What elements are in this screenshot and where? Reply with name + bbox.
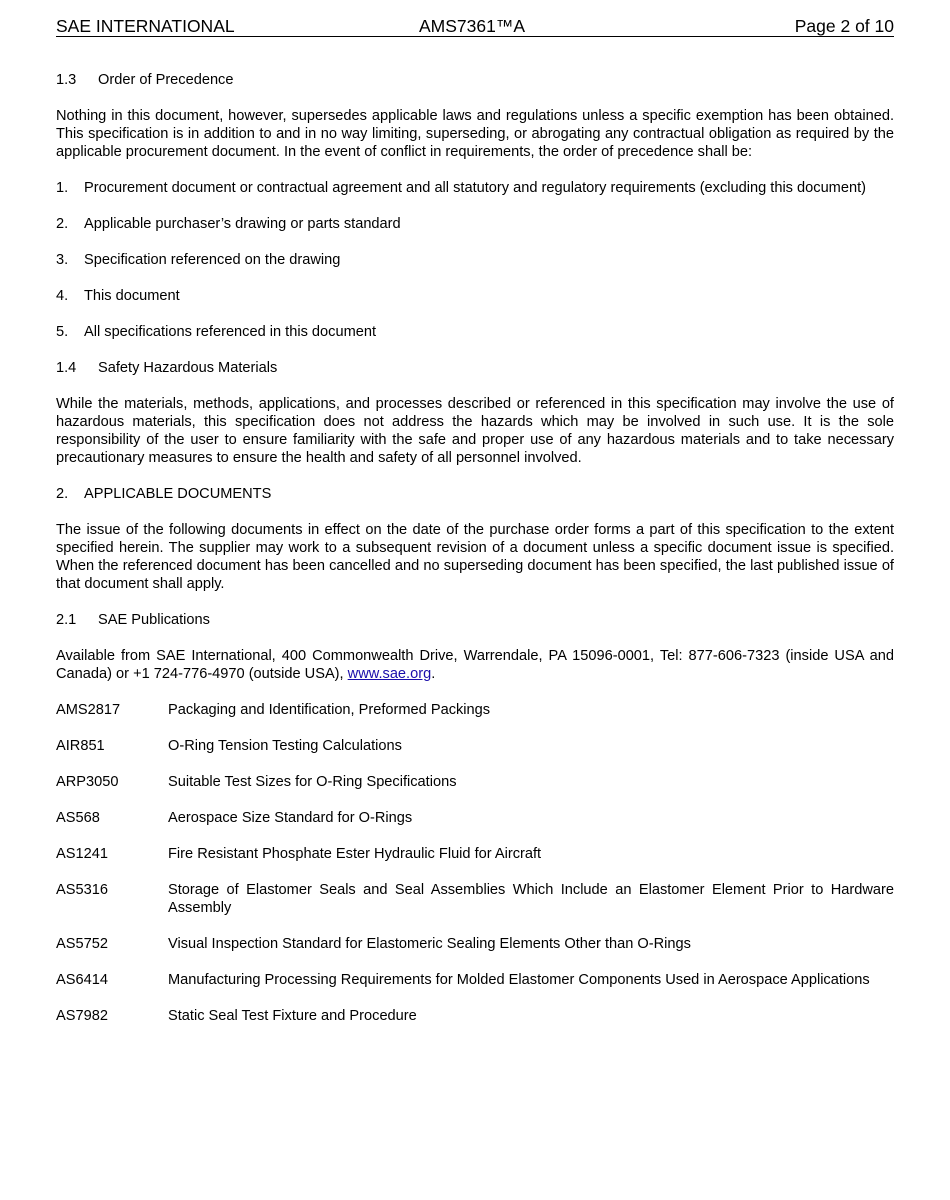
reference-item	[56, 701, 894, 719]
reference-title: Packaging and Identification, Preformed Packings	[168, 702, 491, 718]
page-header	[56, 16, 894, 37]
list-item-text: Procurement document or contractual agreement and all statutory and regulatory requirements (excluding this document)	[84, 180, 866, 196]
header-org: SAE INTERNATIONAL	[56, 16, 235, 36]
list-item-number: 5.	[56, 324, 69, 340]
section-heading-1-4	[56, 359, 894, 377]
section-heading-2	[56, 485, 894, 503]
list-item-text: Specification referenced on the drawing	[84, 252, 341, 268]
list-item-text: Applicable purchaser’s drawing or parts standard	[84, 216, 401, 232]
reference-item	[56, 845, 894, 863]
section-number: 1.4	[56, 360, 77, 376]
list-item	[56, 287, 894, 305]
section-heading-2-1	[56, 611, 894, 629]
list-item	[56, 179, 894, 197]
section-title: APPLICABLE DOCUMENTS	[84, 486, 272, 502]
paragraph-sae-publications	[56, 647, 894, 683]
header-doc-id: AMS7361™A	[419, 16, 526, 36]
paragraph-applicable-documents: The issue of the following documents in effect on the date of the purchase order forms a part of this specification to the extent specified herein. The supplier may work to a subsequent revision of a document unless a specific document issue is specified. When the referenced document has been cancelled and no superseding document has been specified, the last published issue of that document shall apply.	[56, 522, 894, 592]
paragraph-order-of-precedence: Nothing in this document, however, supersedes applicable laws and regulations unless a specific exemption has been obtained. This specification is in addition to and in no way limiting, superseding, or abrogating any contractual obligation as required by the applicable procurement document. In the event of conflict in requirements, the order of precedence shall be:	[56, 108, 894, 160]
section-title: Order of Precedence	[98, 72, 234, 88]
sae-website-link[interactable]: www.sae.org	[347, 666, 432, 682]
reference-title: Storage of Elastomer Seals and Seal Assemblies Which Include an Elastomer Element Prior to Hardware Assembly	[168, 882, 894, 916]
reference-item	[56, 809, 894, 827]
section-title: SAE Publications	[98, 612, 210, 628]
reference-item	[56, 971, 894, 989]
reference-title: Visual Inspection Standard for Elastomeric Sealing Elements Other than O-Rings	[168, 936, 691, 952]
list-item-number: 1.	[56, 180, 69, 196]
reference-code: ARP3050	[56, 774, 119, 790]
section-number: 2.1	[56, 612, 77, 628]
header-page-number: Page 2 of 10	[794, 16, 894, 36]
list-item	[56, 323, 894, 341]
section-number: 1.3	[56, 72, 77, 88]
reference-item	[56, 935, 894, 953]
list-item-number: 4.	[56, 288, 69, 304]
list-item	[56, 215, 894, 233]
page-content	[56, 71, 894, 1025]
reference-item	[56, 881, 894, 917]
reference-title: Fire Resistant Phosphate Ester Hydraulic Fluid for Aircraft	[168, 846, 542, 862]
reference-code: AS1241	[56, 846, 108, 862]
paragraph-safety: While the materials, methods, applications, and processes described or referenced in this specification may involve the use of hazardous materials, this specification does not address the hazards which may be involved in such use. It is the sole responsibility of the user to ensure familiarity with the safe and proper use of any hazardous materials and to take necessary precautionary measures to ensure the health and safety of all personnel involved.	[56, 396, 894, 466]
reference-code: AS5316	[56, 882, 108, 898]
list-item-text: This document	[84, 288, 180, 304]
reference-item	[56, 1007, 894, 1025]
reference-title: O-Ring Tension Testing Calculations	[168, 738, 402, 754]
paragraph-text: .	[431, 666, 436, 682]
section-number: 2.	[56, 486, 69, 502]
reference-code: AS6414	[56, 972, 108, 988]
reference-code: AMS2817	[56, 702, 121, 718]
reference-title: Suitable Test Sizes for O-Ring Specifications	[168, 774, 457, 790]
reference-title: Static Seal Test Fixture and Procedure	[168, 1008, 417, 1024]
list-item-number: 3.	[56, 252, 69, 268]
reference-title: Aerospace Size Standard for O-Rings	[168, 810, 413, 826]
list-item-number: 2.	[56, 216, 69, 232]
reference-code: AS5752	[56, 936, 108, 952]
document-page	[56, 16, 894, 1043]
reference-list	[56, 701, 894, 1025]
reference-title: Manufacturing Processing Requirements for Molded Elastomer Components Used in Aerospace Applications	[168, 972, 870, 988]
reference-code: AS7982	[56, 1008, 108, 1024]
paragraph-text: Available from SAE International, 400 Commonwealth Drive, Warrendale, PA 15096-0001, Tel: 877-606-7323 (inside USA and Canada) or +1 724-776-4970 (outside USA),	[56, 648, 894, 682]
reference-item	[56, 773, 894, 791]
list-item	[56, 251, 894, 269]
reference-code: AS568	[56, 810, 100, 826]
section-title: Safety Hazardous Materials	[98, 360, 278, 376]
section-heading-1-3	[56, 71, 894, 89]
reference-item	[56, 737, 894, 755]
precedence-list	[56, 179, 894, 341]
reference-code: AIR851	[56, 738, 105, 754]
list-item-text: All specifications referenced in this document	[84, 324, 377, 340]
